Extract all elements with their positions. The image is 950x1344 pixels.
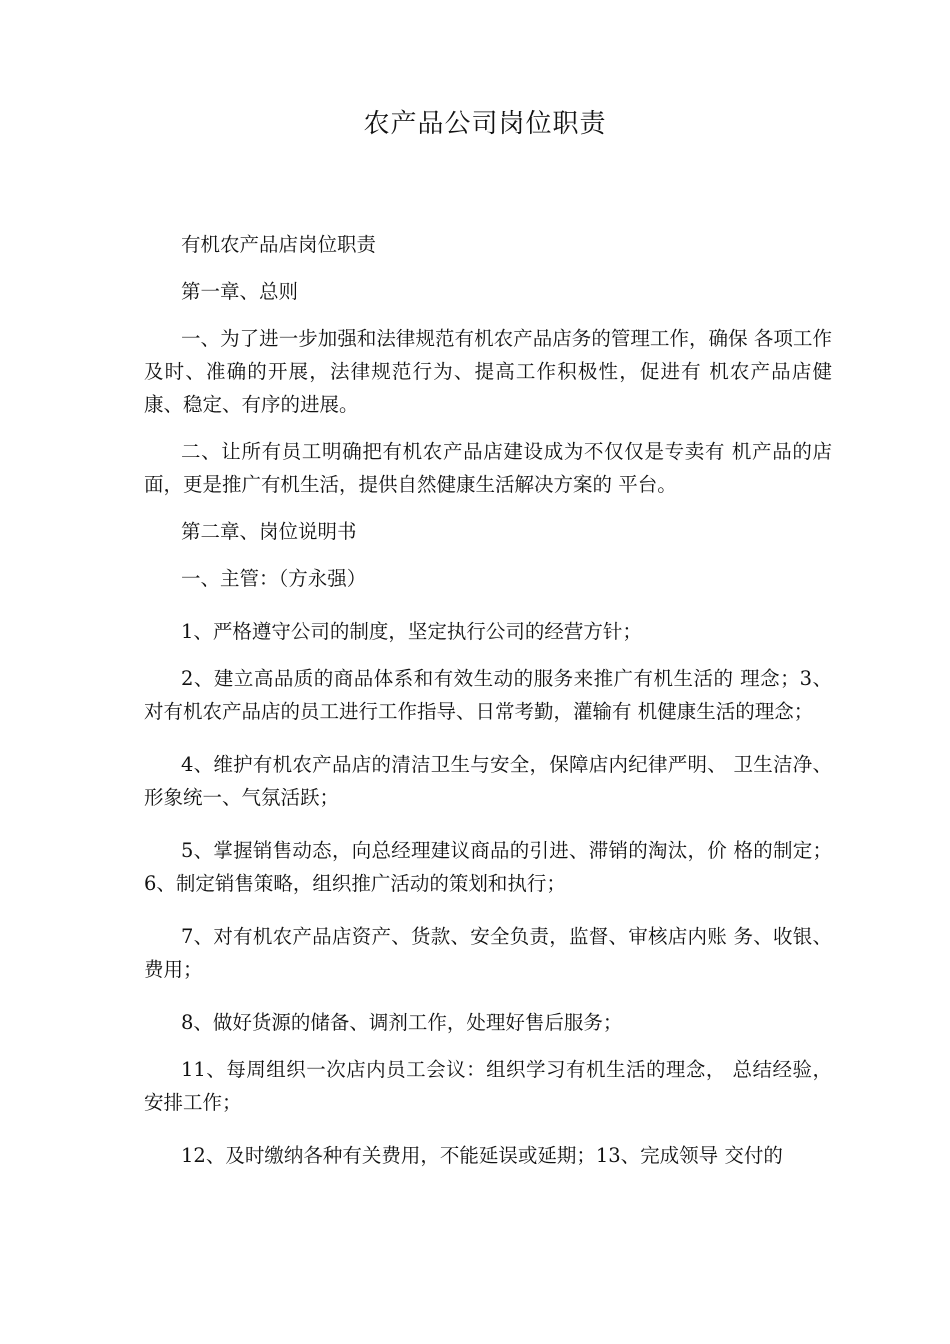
chapter-heading: 第一章、总则 [181,280,299,303]
document-body [144,228,832,1172]
chapter-heading: 第二章、岗位说明书 [181,520,357,543]
section-heading: 有机农产品店岗位职责 [181,233,377,256]
list-item: 7、对有机农产品店资产、货款、安全负责，监督、审核店内账 务、收银、费用； [144,925,832,981]
list-item: 8、做好货源的储备、调剂工作，处理好售后服务； [181,1011,623,1034]
document-title: 农产品公司岗位职责 [363,109,607,139]
paragraph: 一、为了进一步加强和法律规范有机农产品店务的管理工作，确保 各项工作及时、准确的开展，法律规范行为、提高工作积极性，促进有 机农产品店健康、稳定、有序的进展。 [144,327,832,416]
role-heading: 一、主管：（方永强） [181,567,367,590]
list-item: 4、维护有机农产品店的清洁卫生与安全，保障店内纪律严明、 卫生洁净、形象统一、气氛活跃； [144,753,832,809]
list-item: 12、及时缴纳各种有关费用，不能延误或延期；13、完成领导 交付的 [181,1144,783,1167]
list-item: 5、掌握销售动态，向总经理建议商品的引进、滞销的淘汰，价 格的制定；6、制定销售策略，组织推广活动的策划和执行； [144,839,832,895]
list-item: 11、每周组织一次店内员工会议：组织学习有机生活的理念， 总结经验，安排工作； [144,1058,832,1114]
paragraph: 二、让所有员工明确把有机农产品店建设成为不仅仅是专卖有 机产品的店面，更是推广有机生活，提供自然健康生活解决方案的 平台。 [144,440,832,496]
list-item: 1、严格遵守公司的制度，坚定执行公司的经营方针； [181,620,642,643]
list-item: 2、建立高品质的商品体系和有效生动的服务来推广有机生活的 理念；3、对有机农产品店的员工进行工作指导、日常考勤，灌输有 机健康生活的理念； [144,667,832,723]
